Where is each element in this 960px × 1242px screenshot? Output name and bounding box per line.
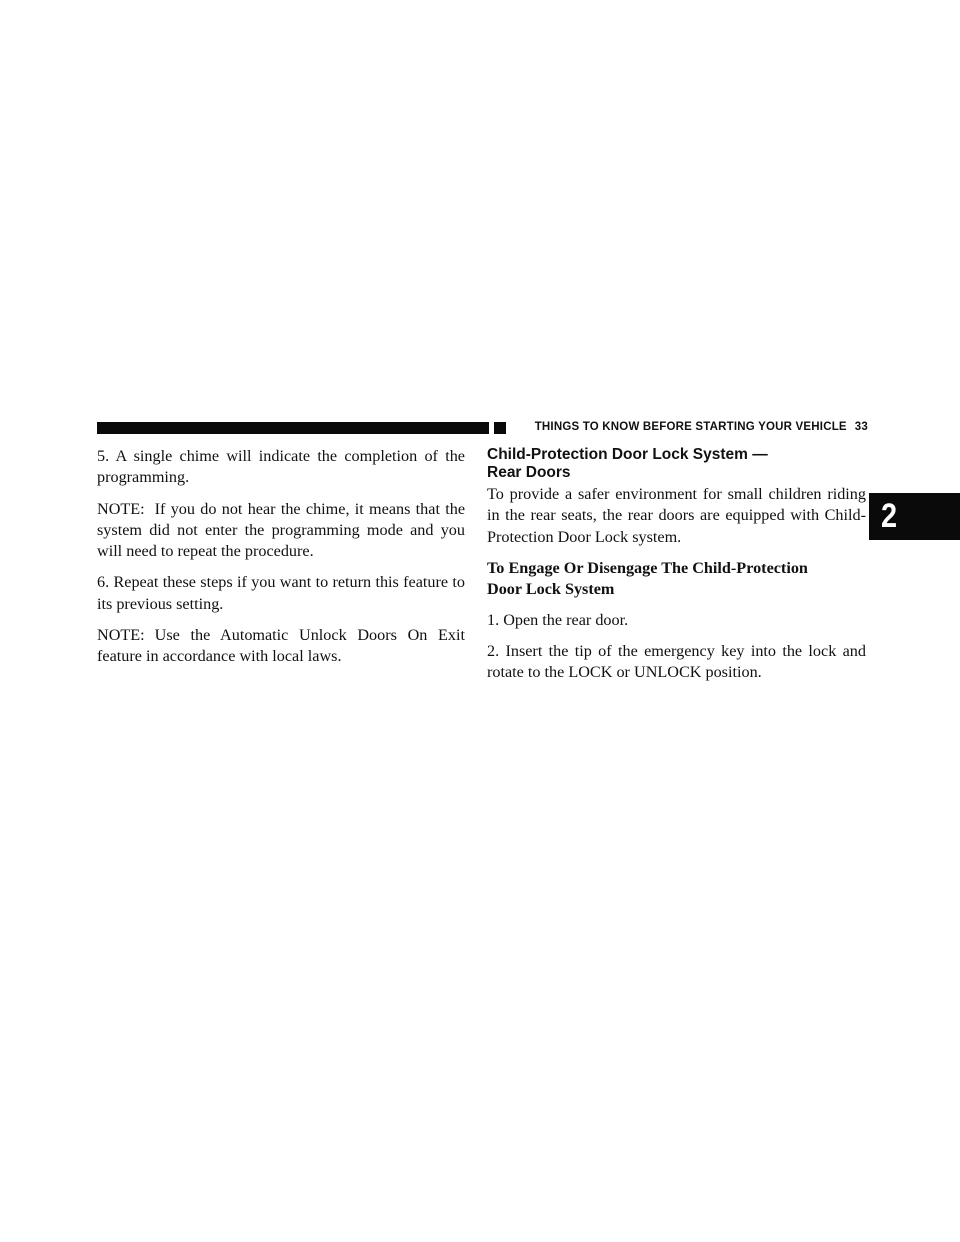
section-heading-line-2: Rear Doors xyxy=(487,464,571,481)
intro-paragraph: To provide a safer environment for small children riding in the rear seats, the rear doors are equipped with Child-Protection Door Lock system. xyxy=(487,485,866,546)
left-column xyxy=(97,446,465,678)
step-2: 2. Insert the tip of the emergency key into the lock and rotate to the LOCK or UNLOCK position. xyxy=(487,642,866,682)
section-heading-line-1: Child-Protection Door Lock System — xyxy=(487,446,768,463)
note-label: NOTE: xyxy=(97,626,145,645)
subheading-line-2: Door Lock System xyxy=(487,579,615,598)
step-5: 5. A single chime will indicate the completion of the programming. xyxy=(97,447,465,487)
page-number: 33 xyxy=(854,421,868,433)
section-heading xyxy=(487,446,866,482)
step-6: 6. Repeat these steps if you want to return this feature to its previous setting. xyxy=(97,573,465,613)
subheading xyxy=(487,558,866,600)
subheading-line-1: To Engage Or Disengage The Child-Protection xyxy=(487,558,808,577)
note-2 xyxy=(97,625,465,668)
header-square-marker xyxy=(494,422,506,434)
note-1 xyxy=(97,499,465,563)
section-title: THINGS TO KNOW BEFORE STARTING YOUR VEHICLE xyxy=(534,421,847,433)
right-column xyxy=(487,446,866,694)
note-label: NOTE: xyxy=(97,499,145,518)
header-title-block xyxy=(535,419,868,435)
chapter-number: 2 xyxy=(881,497,898,535)
note-text: If you do not hear the chime, it means that the system did not enter the programming mode and you will need to repeat the procedure. xyxy=(97,499,465,561)
chapter-tab xyxy=(869,493,960,540)
header-rule-bar xyxy=(97,422,489,434)
step-1: 1. Open the rear door. xyxy=(487,610,629,629)
page-header xyxy=(97,419,868,435)
note-text: Use the Automatic Unlock Doors On Exit feature in accordance with local laws. xyxy=(97,626,465,666)
